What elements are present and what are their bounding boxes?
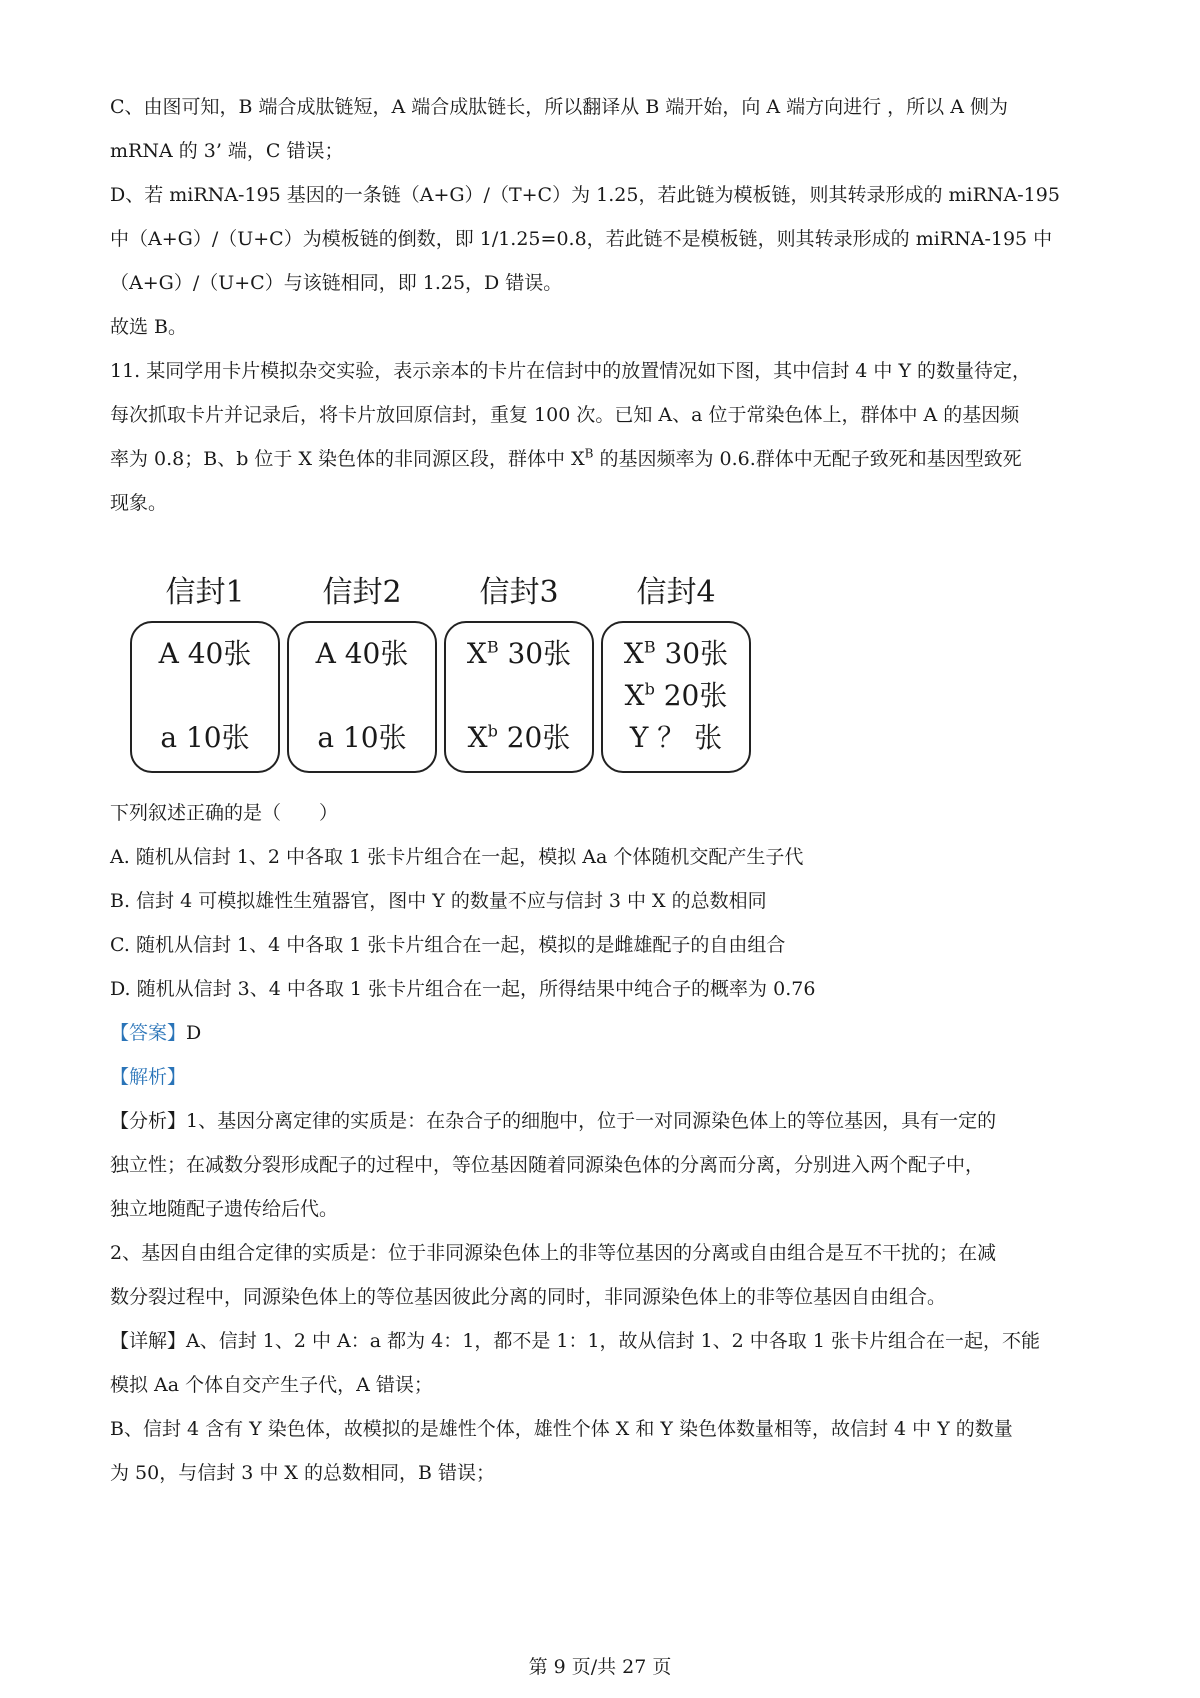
envelope-4 (601, 575, 751, 773)
envelope-figure (130, 575, 810, 785)
card-base: A (315, 637, 336, 670)
envelope-1-card-2 (132, 721, 278, 755)
stem-line3-post: 的基因频率为 0.6.群体中无配子致死和基因型致死 (593, 448, 1022, 470)
card-count: 30张 (655, 637, 729, 670)
option-b: B. 信封 4 可模拟雄性生殖器官，图中 Y 的数量不应与信封 3 中 X 的总数相同 (110, 890, 767, 912)
envelope-2 (287, 575, 437, 773)
option-c-explanation-line2: mRNA 的 3’ 端，C 错误； (110, 140, 344, 162)
question-stem-line3 (110, 446, 1100, 472)
envelope-4-card-3 (603, 721, 749, 755)
card-base: a (317, 721, 335, 754)
card-base: Y (629, 721, 649, 754)
xiangjie-line3: B、信封 4 含有 Y 染色体，故模拟的是雄性个体，雄性个体 X 和 Y 染色体数量相等，故信封 4 中 Y 的数量 (110, 1418, 1013, 1440)
fenxi-tag: 【分析】 (110, 1110, 187, 1132)
envelope-2-card-2 (289, 721, 435, 755)
card-base: X (624, 679, 645, 712)
envelope-1 (130, 575, 280, 773)
envelope-2-card-1 (289, 637, 435, 671)
xiangjie-line2: 模拟 Aa 个体自交产生子代，A 错误； (110, 1374, 433, 1396)
xiangjie-line1 (110, 1328, 1100, 1354)
option-a: A. 随机从信封 1、2 中各取 1 张卡片组合在一起，模拟 Aa 个体随机交配产生子代 (110, 846, 804, 868)
card-base: A (158, 637, 179, 670)
envelope-2-title: 信封2 (322, 575, 402, 610)
card-count: ？ 张 (648, 721, 723, 754)
envelope-1-box (130, 621, 280, 773)
analysis-tag: 【解析】 (110, 1066, 187, 1088)
option-d-explanation-line1: D、若 miRNA-195 基因的一条链（A+G）/（T+C）为 1.25，若此链为模板链，则其转录形成的 miRNA-195 (110, 184, 1060, 206)
envelope-4-title: 信封4 (636, 575, 716, 610)
xiangjie-tag: 【详解】 (110, 1330, 187, 1352)
fenxi-line1 (110, 1108, 1100, 1134)
envelope-3-title: 信封3 (479, 575, 559, 610)
stem-line3-pre: 率为 0.8；B、b 位于 X 染色体的非同源区段，群体中 X (110, 448, 585, 470)
card-count: 10张 (334, 721, 407, 754)
card-count: 30张 (498, 637, 572, 670)
card-sup: B (643, 637, 656, 657)
envelope-4-box (601, 621, 751, 773)
fenxi-line3: 独立地随配子遗传给后代。 (110, 1198, 339, 1220)
card-count: 20张 (497, 721, 571, 754)
answer-line (110, 1020, 1100, 1046)
card-count: 40张 (335, 637, 409, 670)
card-sup: b (644, 679, 655, 699)
option-c-explanation-line1: C、由图可知，B 端合成肽链短，A 端合成肽链长，所以翻译从 B 端开始，向 A 端方向进行 ，所以 A 侧为 (110, 96, 1008, 118)
envelope-3-box (444, 621, 594, 773)
card-base: X (623, 637, 644, 670)
stem-line3-sup: B (584, 446, 594, 461)
option-d-explanation-line2: 中（A+G）/（U+C）为模板链的倒数，即 1/1.25=0.8，若此链不是模板链，则其转录形成的 miRNA-195 中 (110, 228, 1053, 250)
card-count: 40张 (178, 637, 252, 670)
fenxi-line5: 数分裂过程中，同源染色体上的等位基因彼此分离的同时，非同源染色体上的非等位基因自由组合。 (110, 1286, 947, 1308)
envelope-3 (444, 575, 594, 773)
fenxi-text: 1、基因分离定律的实质是：在杂合子的细胞中，位于一对同源染色体上的等位基因，具有一定的 (186, 1110, 997, 1132)
answer-tag: 【答案】 (110, 1022, 187, 1044)
answer-value: D (186, 1022, 202, 1044)
option-d-explanation-line3: （A+G）/（U+C）与该链相同，即 1.25，D 错误。 (110, 272, 563, 294)
question-stem-line1: 11. 某同学用卡片模拟杂交实验，表示亲本的卡片在信封中的放置情况如下图，其中信封 4 中 Y 的数量待定， (110, 360, 1032, 382)
page-footer: 第 9 页/共 27 页 (528, 1656, 672, 1678)
card-base: a (160, 721, 178, 754)
envelope-2-box (287, 621, 437, 773)
envelope-1-card-1 (132, 637, 278, 671)
card-sup: B (486, 637, 499, 657)
card-base: X (467, 721, 488, 754)
question-stem-line2: 每次抓取卡片并记录后，将卡片放回原信封，重复 100 次。已知 A、a 位于常染色体上，群体中 A 的基因频 (110, 404, 1020, 426)
xiangjie-text: A、信封 1、2 中 A：a 都为 4：1，都不是 1：1，故从信封 1、2 中各取 1 张卡片组合在一起，不能 (186, 1330, 1040, 1352)
fenxi-line2: 独立性；在减数分裂形成配子的过程中，等位基因随着同源染色体的分离而分离，分别进入两个配子中， (110, 1154, 985, 1176)
envelope-4-card-2 (603, 679, 749, 713)
card-count: 10张 (177, 721, 250, 754)
card-count: 20张 (654, 679, 728, 712)
analysis-heading (110, 1064, 1100, 1090)
question-stem-line4: 现象。 (110, 492, 168, 514)
card-sup: b (487, 721, 498, 741)
prev-choose-line: 故选 B。 (110, 316, 188, 338)
envelope-1-title: 信封1 (165, 575, 245, 610)
option-c: C. 随机从信封 1、4 中各取 1 张卡片组合在一起，模拟的是雌雄配子的自由组合 (110, 934, 786, 956)
option-d: D. 随机从信封 3、4 中各取 1 张卡片组合在一起，所得结果中纯合子的概率为 0.76 (110, 978, 816, 1000)
xiangjie-line4: 为 50，与信封 3 中 X 的总数相同，B 错误； (110, 1462, 495, 1484)
fenxi-line4: 2、基因自由组合定律的实质是：位于非同源染色体上的非等位基因的分离或自由组合是互不干扰的；在减 (110, 1242, 997, 1264)
question-prompt: 下列叙述正确的是（ ） (110, 802, 339, 824)
envelope-3-card-2 (446, 721, 592, 755)
envelope-4-card-1 (603, 637, 749, 671)
card-base: X (466, 637, 487, 670)
envelope-3-card-1 (446, 637, 592, 671)
